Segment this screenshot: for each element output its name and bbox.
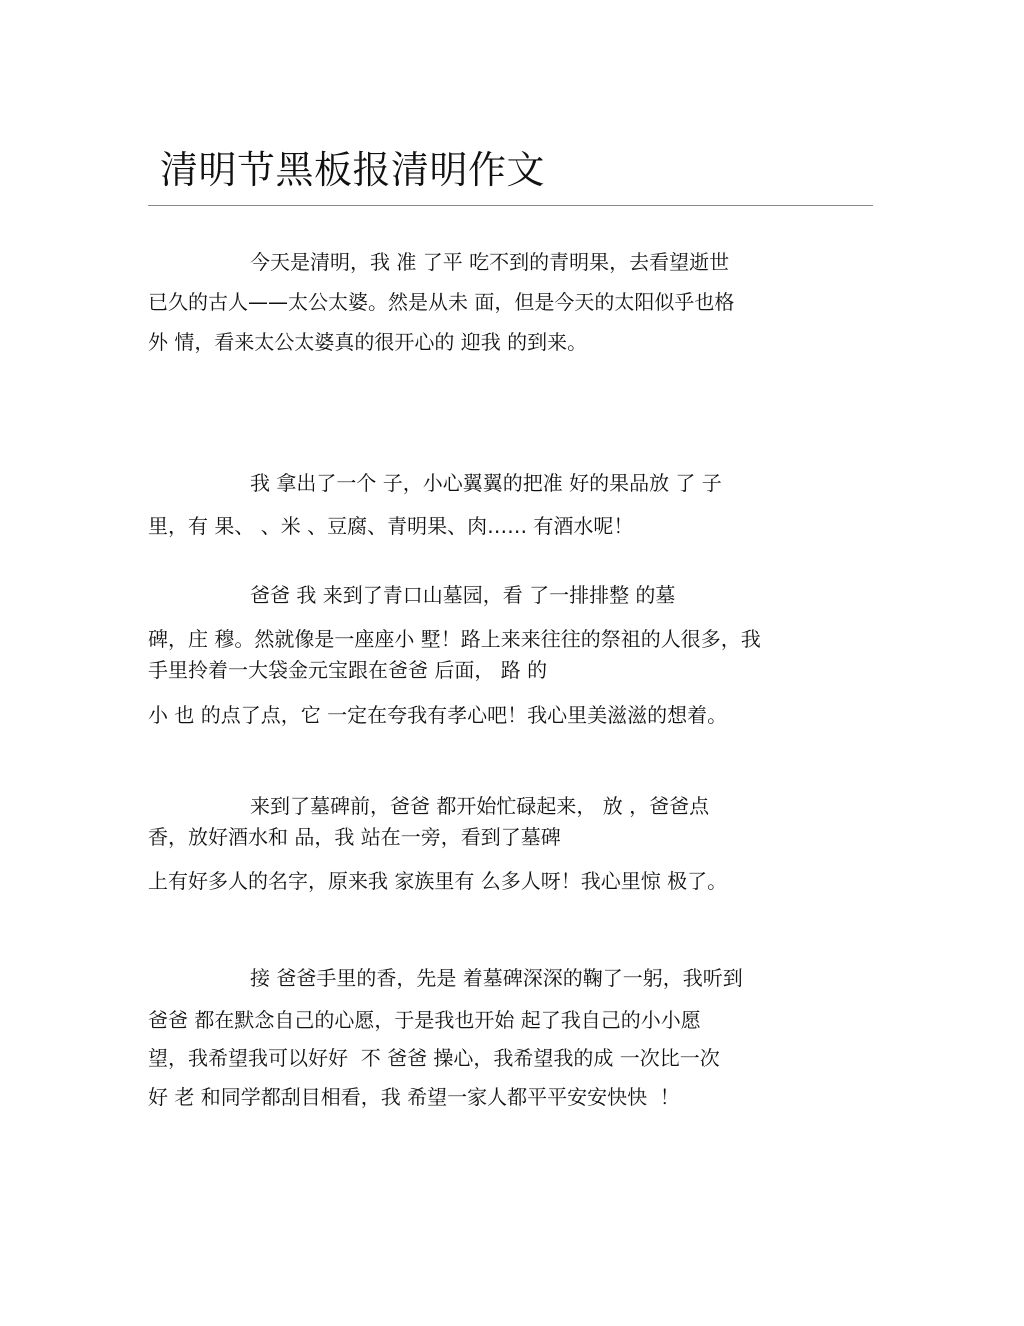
- paragraph-1-line-1: 今天是清明，我 准 了平 吃不到的青明果，去看望逝世: [250, 250, 730, 274]
- paragraph-4-line-3: 上有好多人的名字，原来我 家族里有 么多人呀！我心里惊 极了。: [148, 869, 728, 893]
- title-divider: [148, 205, 873, 206]
- paragraph-2-line-1: 我 拿出了一个 子，小心翼翼的把准 好的果品放 了 子: [250, 471, 722, 495]
- paragraph-5-line-4: 好 老 和同学都刮目相看，我 希望一家人都平平安安快快 ！: [148, 1085, 680, 1109]
- paragraph-3-line-1: 爸爸 我 来到了青口山墓园，看 了一排排整 的墓: [250, 583, 676, 607]
- paragraph-4-line-1: 来到了墓碑前，爸爸 都开始忙碌起来， 放 ，爸爸点: [250, 794, 710, 818]
- paragraph-5-line-3: 望，我希望我可以好好 不 爸爸 操心，我希望我的成 一次比一次: [148, 1046, 720, 1070]
- paragraph-3-line-4: 小 也 的点了点，它 一定在夸我有孝心吧！我心里美滋滋的想着。: [148, 703, 728, 727]
- paragraph-5-line-2: 爸爸 都在默念自己的心愿，于是我也开始 起了我自己的小小愿: [148, 1008, 701, 1032]
- document-title: 清明节黑板报清明作文: [160, 148, 546, 192]
- paragraph-5-line-1: 接 爸爸手里的香，先是 着墓碑深深的鞠了一躬，我听到: [250, 966, 743, 990]
- paragraph-3-line-3: 手里拎着一大袋金元宝跟在爸爸 后面， 路 的: [148, 658, 548, 682]
- paragraph-3-line-2: 碑，庄 穆。然就像是一座座小 墅！路上来来往往的祭祖的人很多，我: [148, 627, 761, 651]
- paragraph-1-line-3: 外 情，看来太公太婆真的很开心的 迎我 的到来。: [148, 330, 588, 354]
- paragraph-4-line-2: 香，放好酒水和 品，我 站在一旁，看到了墓碑: [148, 825, 561, 849]
- paragraph-1-line-2: 已久的古人——太公太婆。然是从未 面，但是今天的太阳似乎也格: [148, 290, 735, 314]
- paragraph-2-line-2: 里，有 果、 、米 、豆腐、青明果、肉…… 有酒水呢！: [148, 514, 634, 538]
